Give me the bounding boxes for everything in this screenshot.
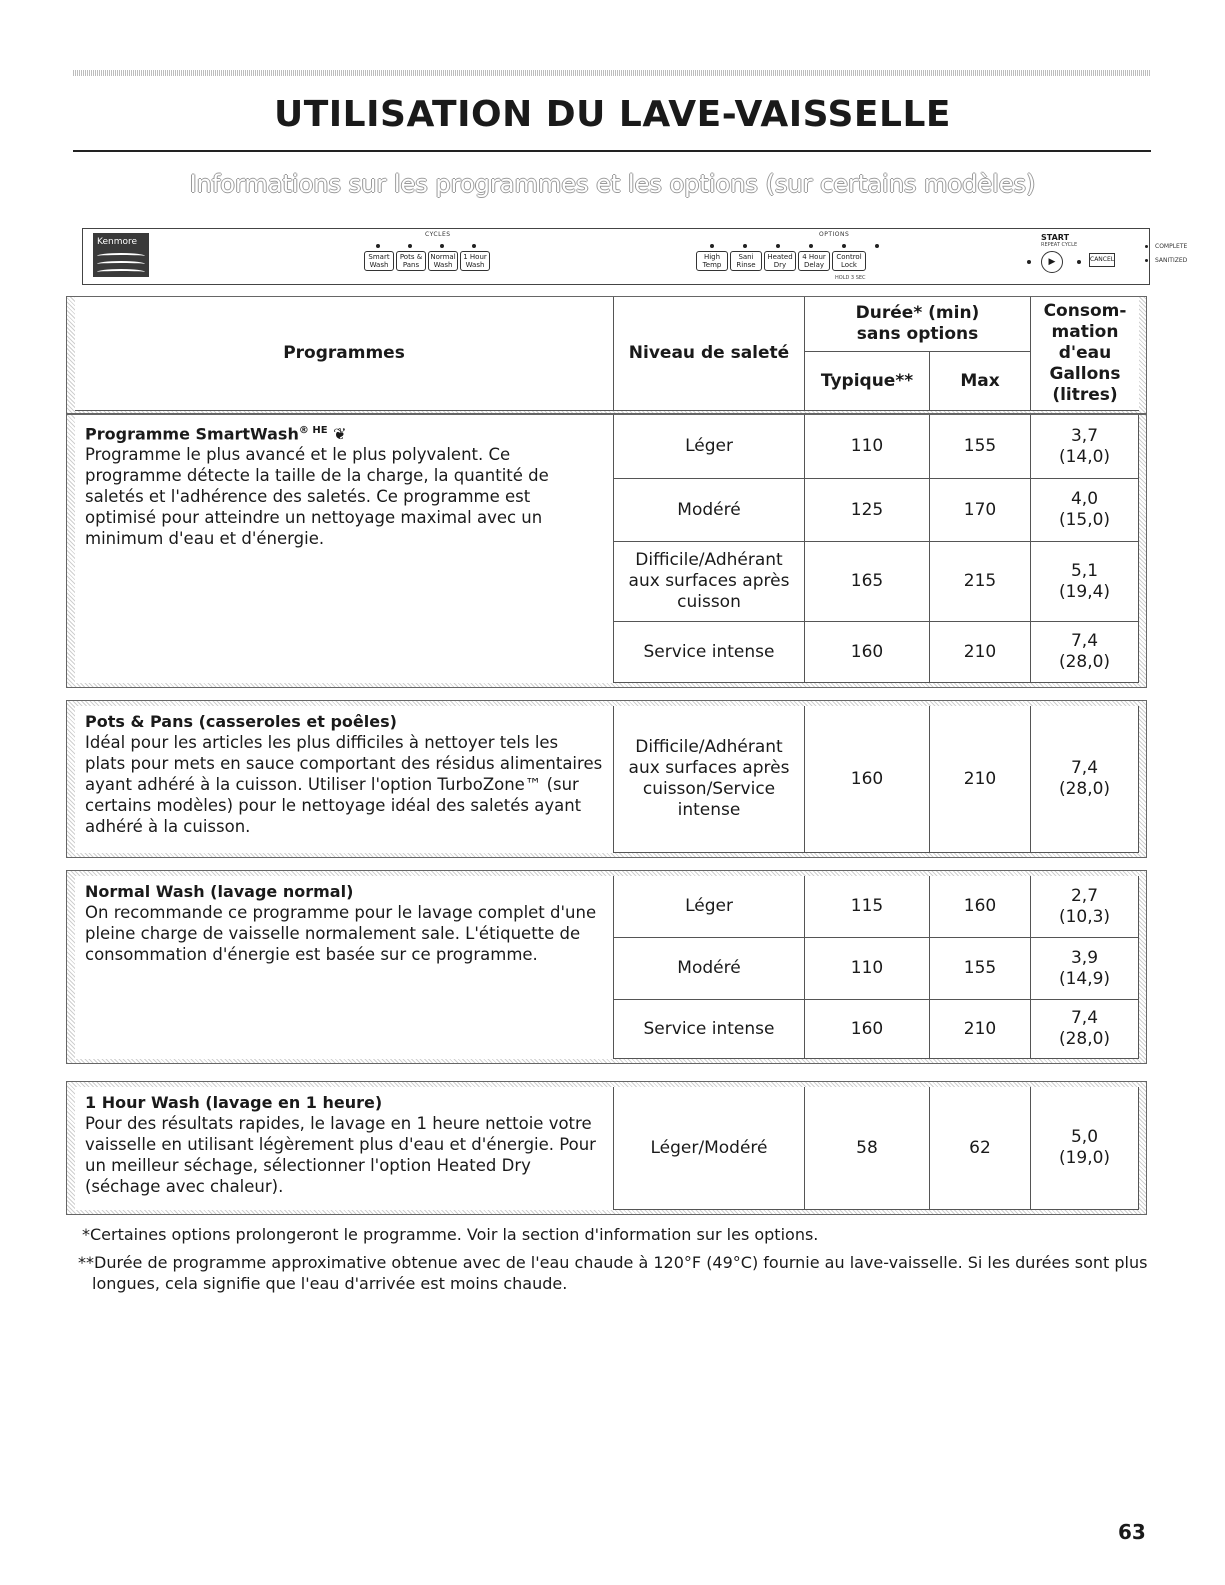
header-conso-line: d'eau [1058,343,1112,363]
litres-value: (28,0) [1058,779,1111,799]
header-duree-line: Durée* (min) [855,303,980,323]
program-description: Programme le plus avancé et le plus polyvalent. Ce programme détecte la taille de la charge, la quantité de saletés et l'adhérence des saletés. Ce programme est optimisé pour atteindre un nettoyage maximal avec un minimum d'eau et d'énergie. [85,445,549,549]
button-line: Delay [803,261,825,269]
gallons-value: 7,4 [1070,758,1099,778]
repeat-cycle-note: REPEAT CYCLE [1041,242,1078,248]
litres-value: (19,0) [1058,1148,1111,1168]
program-1-hour-wash-table [66,1081,1147,1215]
header-typique [805,352,930,411]
cycles-label: CYCLES [425,231,451,238]
header-conso-line: mation [1051,322,1119,342]
niveau-value: Difficile/Adhérant aux surfaces après cuisson/Service intense [628,737,790,820]
options-label: OPTIONS [819,231,850,238]
cycle-button-normal-wash [428,251,458,271]
option-button-high-temp [696,251,728,271]
indicator-dot [743,244,747,248]
gallons-value: 5,1 [1070,560,1099,581]
program-description: On recommande ce programme pour le lavage complet d'une pleine charge de vaisselle normalement sale. L'étiquette de consommation d'énergie est basée sur ce programme. [85,903,597,964]
header-niveau-label: Niveau de saleté [628,343,790,363]
program-description: Pour des résultats rapides, le lavage en 1 heure nettoie votre vaisselle en utilisant légèrement plus d'eau et d'énergie. Pour un meilleur séchage, sélectionner l'option Heated Dry (séchage avec chaleur). [85,1114,596,1196]
start-label: START [1041,233,1070,242]
indicator-dot [1077,260,1081,264]
button-line: Control [836,253,862,261]
niveau-value: Difficile/Adhérant aux surfaces après cuisson [628,550,790,612]
logo-wave-icon [97,269,145,275]
litres-value: (19,4) [1058,581,1111,602]
niveau-value: Léger [685,896,733,916]
button-line: 4 Hour [802,253,826,261]
program-normal-wash-description-cell [75,876,614,1059]
table-cell [930,479,1031,542]
cycle-button-pots-pans [396,251,426,271]
table-cell [1031,1087,1139,1210]
option-button-sani-rinse [730,251,762,271]
table-cell [930,1000,1031,1059]
litres-value: (28,0) [1058,1029,1111,1049]
brand-logo [93,233,149,277]
footnote-1: *Certaines options prolongeront le programme. Voir la section d'information sur les options. [82,1225,819,1244]
indicator-dot [1145,245,1148,248]
gallons-value: 2,7 [1070,885,1099,906]
max-value: 155 [963,958,997,978]
litres-value: (14,0) [1058,446,1111,467]
gallons-value: 7,4 [1070,1008,1099,1028]
button-line: Temp [702,261,722,269]
typique-value: 160 [850,641,884,662]
indicator-dot [1145,259,1148,262]
option-button-4-hour-delay [798,251,830,271]
gallons-value: 4,0 [1070,489,1099,509]
button-line: Sani [738,253,754,261]
program-1-hour-wash-description-cell [75,1087,614,1210]
table-cell [805,938,930,1000]
typique-value: 115 [850,896,884,916]
gallons-value: 5,0 [1070,1127,1099,1147]
program-title: 1 Hour Wash (lavage en 1 heure) [85,1093,383,1112]
header-programmes-label: Programmes [283,343,405,363]
indicator-dot [875,244,879,248]
gallons-value: 7,4 [1070,631,1099,651]
table-cell [614,938,805,1000]
niveau-value: Service intense [643,641,775,662]
top-decorative-band [73,70,1151,76]
header-conso-line: (litres) [1052,385,1118,405]
header-max [930,352,1031,411]
table-cell [614,1000,805,1059]
page-number: 63 [1118,1520,1146,1544]
button-line: 1 Hour [463,253,487,261]
program-normal-wash-table [66,870,1147,1064]
indicator-sanitized: SANITIZED [1155,257,1188,264]
indicator-dot [376,244,380,248]
table-cell [1031,938,1139,1000]
table-cell [930,622,1031,683]
button-line: Rinse [736,261,756,269]
indicator-dot [776,244,780,248]
table-cell [930,938,1031,1000]
header-programmes [75,297,614,411]
table-cell [614,622,805,683]
litres-value: (28,0) [1058,652,1111,672]
litres-value: (14,9) [1058,968,1111,989]
leaf-icon: ❦ [333,424,347,444]
program-smartwash-table [66,414,1147,688]
program-title [85,421,603,444]
program-smartwash-description-cell [75,415,614,683]
table-cell [614,542,805,622]
max-value: 155 [963,436,997,456]
typique-value: 165 [850,571,884,591]
section-subtitle: Informations sur les programmes et les options (sur certains modèles) [189,170,1036,198]
indicator-dot [842,244,846,248]
indicator-dot [809,244,813,248]
indicator-dot [408,244,412,248]
button-line: Heated [767,253,793,261]
table-cell [614,1087,805,1210]
table-cell [1031,1000,1139,1059]
cancel-label: CANCEL [1090,256,1115,263]
niveau-value: Modéré [677,958,741,978]
niveau-value: Modéré [677,499,741,520]
table-cell [805,876,930,938]
niveau-value: Léger [685,436,733,456]
button-line: Wash [465,261,485,269]
table-cell [1031,415,1139,479]
start-play-icon: ▶ [1041,251,1063,273]
table-header [66,296,1147,414]
button-line: Dry [773,261,787,269]
program-pots-pans-description-cell [75,706,614,853]
cycle-button-smart-wash [364,251,394,271]
indicator-dot [1027,260,1031,264]
indicator-dot [440,244,444,248]
logo-wave-icon [97,253,145,259]
header-typique-label: Typique** [820,370,914,391]
table-cell [805,706,930,853]
table-cell [805,542,930,622]
typique-value: 125 [850,499,884,520]
table-cell [1031,706,1139,853]
program-title-suffix: ® HE [298,425,328,436]
table-cell [805,479,930,542]
table-cell [930,706,1031,853]
niveau-value: Léger/Modéré [650,1137,768,1158]
button-line: High [703,253,721,261]
button-line: Lock [841,261,857,269]
niveau-value: Service intense [643,1018,775,1039]
table-cell [930,542,1031,622]
litres-value: (15,0) [1058,510,1111,530]
button-line: Wash [433,261,453,269]
indicator-dot [472,244,476,248]
litres-value: (10,3) [1058,906,1111,927]
title-rule [73,150,1151,152]
table-cell [614,415,805,479]
max-value: 62 [969,1137,991,1158]
program-title-text: Programme SmartWash [85,424,299,444]
header-duree [805,297,1031,352]
brand-name: Kenmore [97,237,138,247]
table-cell [805,1000,930,1059]
program-pots-pans-table [66,700,1147,858]
table-cell [614,706,805,853]
table-cell [805,622,930,683]
max-value: 170 [963,499,997,520]
typique-value: 58 [856,1137,878,1158]
hold-note: HOLD 3 SEC [835,275,866,281]
cycle-button-1-hour-wash [460,251,490,271]
max-value: 210 [963,768,997,789]
header-conso-line: Consom- [1043,301,1127,321]
table-cell [614,876,805,938]
typique-value: 110 [850,958,884,978]
page-title: UTILISATION DU LAVE-VAISSELLE [274,94,951,135]
button-line: Normal [430,253,456,261]
table-cell [805,1087,930,1210]
footnote-2: **Durée de programme approximative obtenue avec de l'eau chaude à 120°F (49°C) fournie au lave-vaisselle. Si les durées sont plus longues, cela signifie que l'eau d'arrivée est moins chaude. [78,1253,1148,1293]
header-consommation [1031,297,1139,411]
max-value: 215 [963,571,997,591]
table-cell [1031,542,1139,622]
option-button-heated-dry [764,251,796,271]
gallons-value: 3,7 [1070,425,1099,446]
table-cell [614,479,805,542]
button-line: Wash [369,261,389,269]
logo-wave-icon [97,261,145,267]
header-niveau [614,297,805,411]
header-duree-line: sans options [856,324,979,344]
table-cell [1031,876,1139,938]
option-button-control-lock [832,251,866,271]
button-line: Pans [402,261,420,269]
max-value: 160 [963,896,997,916]
gallons-value: 3,9 [1070,947,1099,968]
table-cell [1031,622,1139,683]
max-value: 210 [963,641,997,662]
program-title: Pots & Pans (casseroles et poêles) [85,712,397,731]
program-description: Idéal pour les articles les plus difficiles à nettoyer tels les plats pour mets en sauce comportant des résidus alimentaires ayant adhéré à la cuisson. Utiliser l'option TurboZone™ (sur certains modèles) pour le nettoyage idéal des saletés ayant adhéré à la cuisson. [85,733,603,836]
indicator-dot [710,244,714,248]
table-cell [930,415,1031,479]
cancel-drain-button [1089,253,1115,267]
table-cell [805,415,930,479]
button-line: Smart [368,253,390,261]
max-value: 210 [963,1018,997,1039]
button-line: Pots & [399,253,423,261]
table-cell [1031,479,1139,542]
typique-value: 160 [850,768,884,789]
header-max-label: Max [960,370,1000,391]
header-conso-line: Gallons [1049,364,1121,384]
table-cell [930,876,1031,938]
program-title: Normal Wash (lavage normal) [85,882,354,901]
typique-value: 160 [850,1018,884,1039]
table-cell [930,1087,1031,1210]
typique-value: 110 [850,436,884,456]
indicator-complete: COMPLETE [1155,243,1188,250]
control-panel-illustration [82,228,1188,285]
